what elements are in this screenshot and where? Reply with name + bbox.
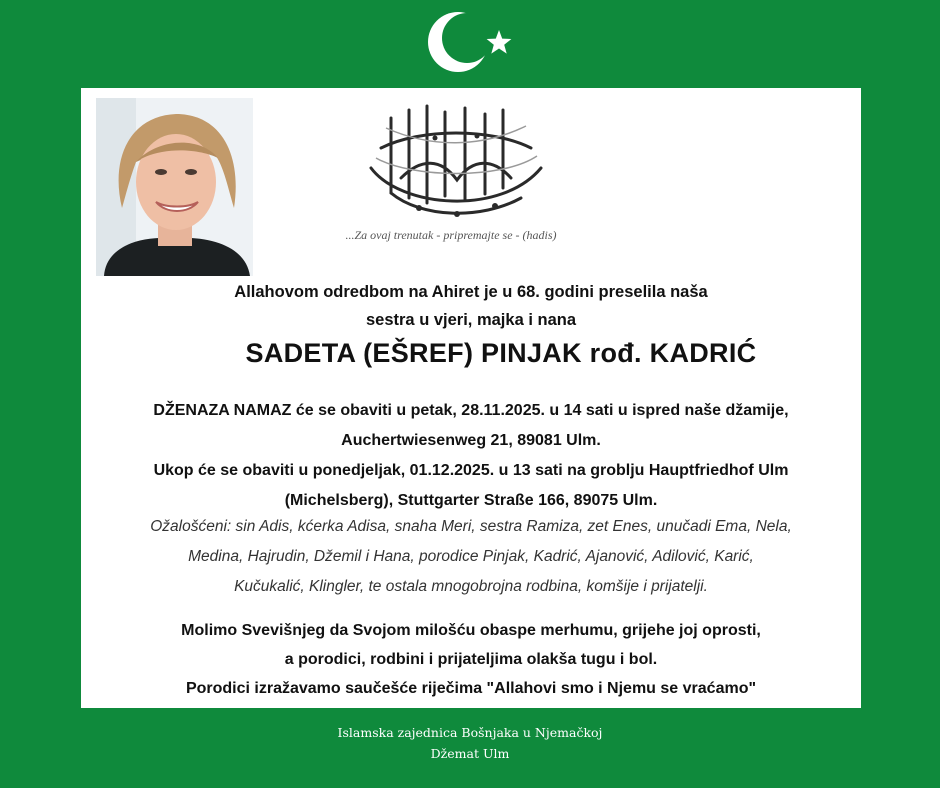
- namaz-address: Auchertwiesenweg 21, 89081 Ulm.: [341, 432, 601, 449]
- intro-line: sestra u vjeri, majka i nana: [365, 311, 577, 329]
- portrait-photo: [96, 98, 253, 276]
- funeral-details: [81, 396, 861, 516]
- crescent-star-icon: [420, 8, 520, 76]
- intro-text: [131, 278, 811, 334]
- obituary-card: [81, 88, 861, 708]
- burial-line: (Michelsberg), Stuttgarter Straße 166, 89075 Ulm.: [284, 492, 658, 509]
- mourners-list: [91, 512, 851, 602]
- prayer-line: a porodici, rodbini i prijateljima olakša tugu i bol.: [284, 651, 658, 668]
- mourners-line: Ožalošćeni: sin Adis, kćerka Adisa, snaha Meri, sestra Ramiza, zet Enes, unučadi Ema, Nela,: [150, 518, 792, 535]
- namaz-line: [81, 396, 861, 426]
- org-branch: Džemat Ulm: [430, 746, 510, 761]
- calligraphy-ornament: [361, 98, 551, 228]
- hadis-caption: ...Za ovaj trenutak - pripremajte se - (hadis): [345, 228, 557, 242]
- intro-line: Allahovom odredbom na Ahiret je u 68. godini preselila naša: [234, 283, 708, 301]
- deceased-name: SADETA (EŠREF) PINJAK rođ. KADRIĆ: [245, 338, 757, 368]
- org-name: Islamska zajednica Bošnjaka u Njemačkoj: [337, 725, 603, 740]
- mourners-line: Medina, Hajrudin, Džemil i Hana, porodice Pinjak, Kadrić, Ajanović, Adilović, Karić,: [188, 548, 754, 565]
- prayer-text: [81, 616, 861, 703]
- organization-footer: [0, 722, 940, 764]
- namaz-lead: DŽENAZA NAMAZ: [153, 402, 292, 419]
- mourners-line: Kučukalić, Klingler, te ostala mnogobrojna rodbina, komšije i prijatelji.: [234, 578, 708, 595]
- burial-line: Ukop će se obaviti u ponedjeljak, 01.12.2025. u 13 sati na groblju Hauptfriedhof Ulm: [153, 462, 789, 479]
- prayer-line: Porodici izražavamo saučešće riječima "Allahovi smo i Njemu se vraćamo": [185, 680, 757, 697]
- prayer-line: Molimo Svevišnjeg da Svojom milošću obaspe merhumu, grijehe joj oprosti,: [181, 622, 761, 639]
- namaz-rest: će se obaviti u petak, 28.11.2025. u 14 sati u ispred naše džamije,: [291, 402, 789, 419]
